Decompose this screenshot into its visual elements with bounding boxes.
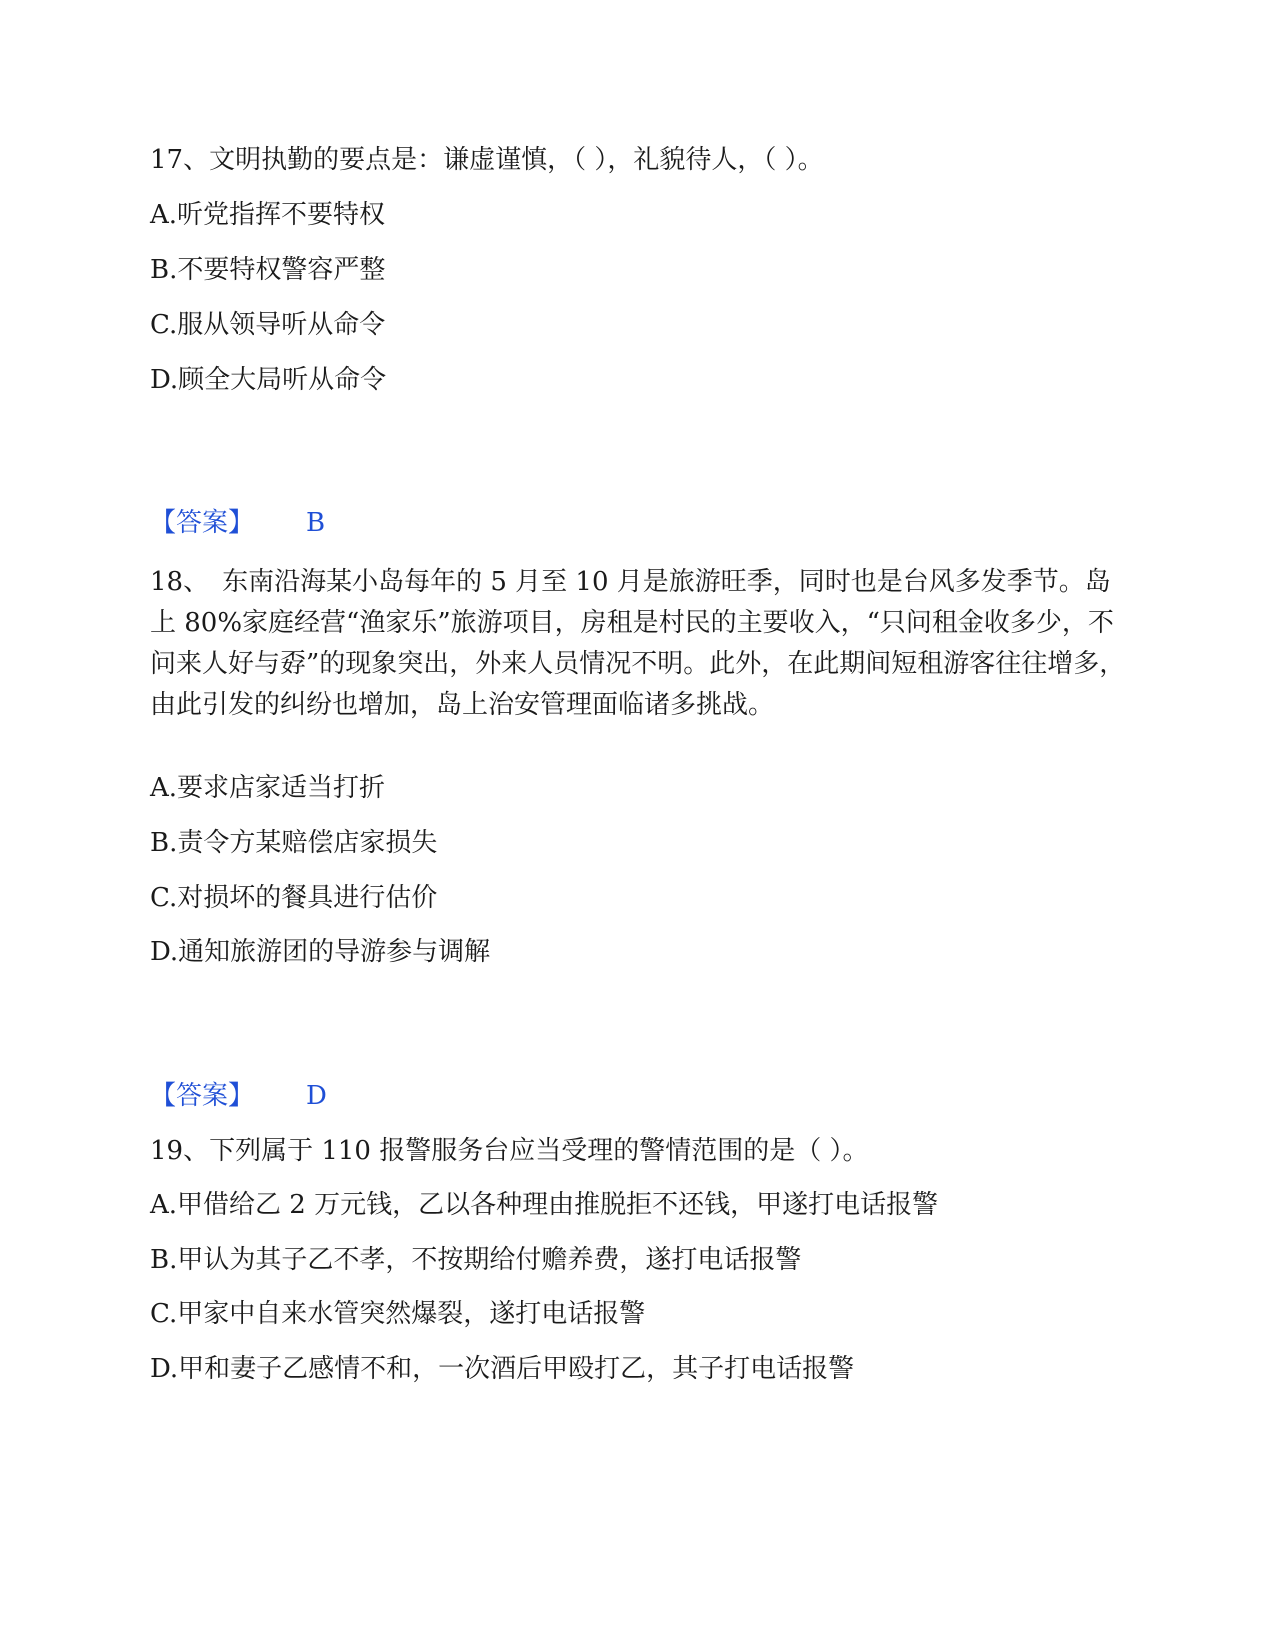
q19-option-b: B.甲认为其子乙不孝，不按期给付赡养费，遂打电话报警 <box>150 1245 802 1275</box>
q17-answer-label: 【答案】 <box>150 508 255 538</box>
q17-answer-value: B <box>306 508 326 538</box>
q18-option-b: B.责令方某赔偿店家损失 <box>150 828 438 858</box>
q17-option-d: D.顾全大局听从命令 <box>150 365 387 395</box>
q17-answer <box>150 508 325 538</box>
q19-option-c: C.甲家中自来水管突然爆裂，遂打电话报警 <box>150 1299 646 1329</box>
q17-option-c: C.服从领导听从命令 <box>150 310 386 340</box>
q19-option-a: A.甲借给乙 2 万元钱，乙以各种理由推脱拒不还钱，甲遂打电话报警 <box>150 1190 939 1220</box>
q17-option-b: B.不要特权警容严整 <box>150 255 386 285</box>
q18-option-a: A.要求店家适当打折 <box>150 773 386 803</box>
q19-stem: 19、下列属于 110 报警服务台应当受理的警情范围的是（ ）。 <box>150 1136 869 1166</box>
q18-option-d: D.通知旅游团的导游参与调解 <box>150 937 491 967</box>
q17-option-a: A.听党指挥不要特权 <box>150 200 386 230</box>
q18-stem: 18、 东南沿海某小岛每年的 5 月至 10 月是旅游旺季，同时也是台风多发季节。岛上 80%家庭经营“渔家乐”旅游项目，房租是村民的主要收入，“只问租金收多少，不问来人好与孬”的现象突出，外来人员情况不明。此外，在此期间短租游客往往增多，由此引发的纠纷也增加，岛上治安管理面临诸多挑战。 <box>150 567 1126 720</box>
q17-stem: 17、文明执勤的要点是：谦虚谨慎，（ ），礼貌待人，（ ）。 <box>150 145 824 175</box>
q18-answer-value: D <box>306 1081 327 1111</box>
q18-answer <box>150 1081 327 1111</box>
q19-option-d: D.甲和妻子乙感情不和，一次酒后甲殴打乙，其子打电话报警 <box>150 1354 855 1384</box>
q18-option-c: C.对损坏的餐具进行估价 <box>150 883 438 913</box>
q18-answer-label: 【答案】 <box>150 1081 255 1111</box>
